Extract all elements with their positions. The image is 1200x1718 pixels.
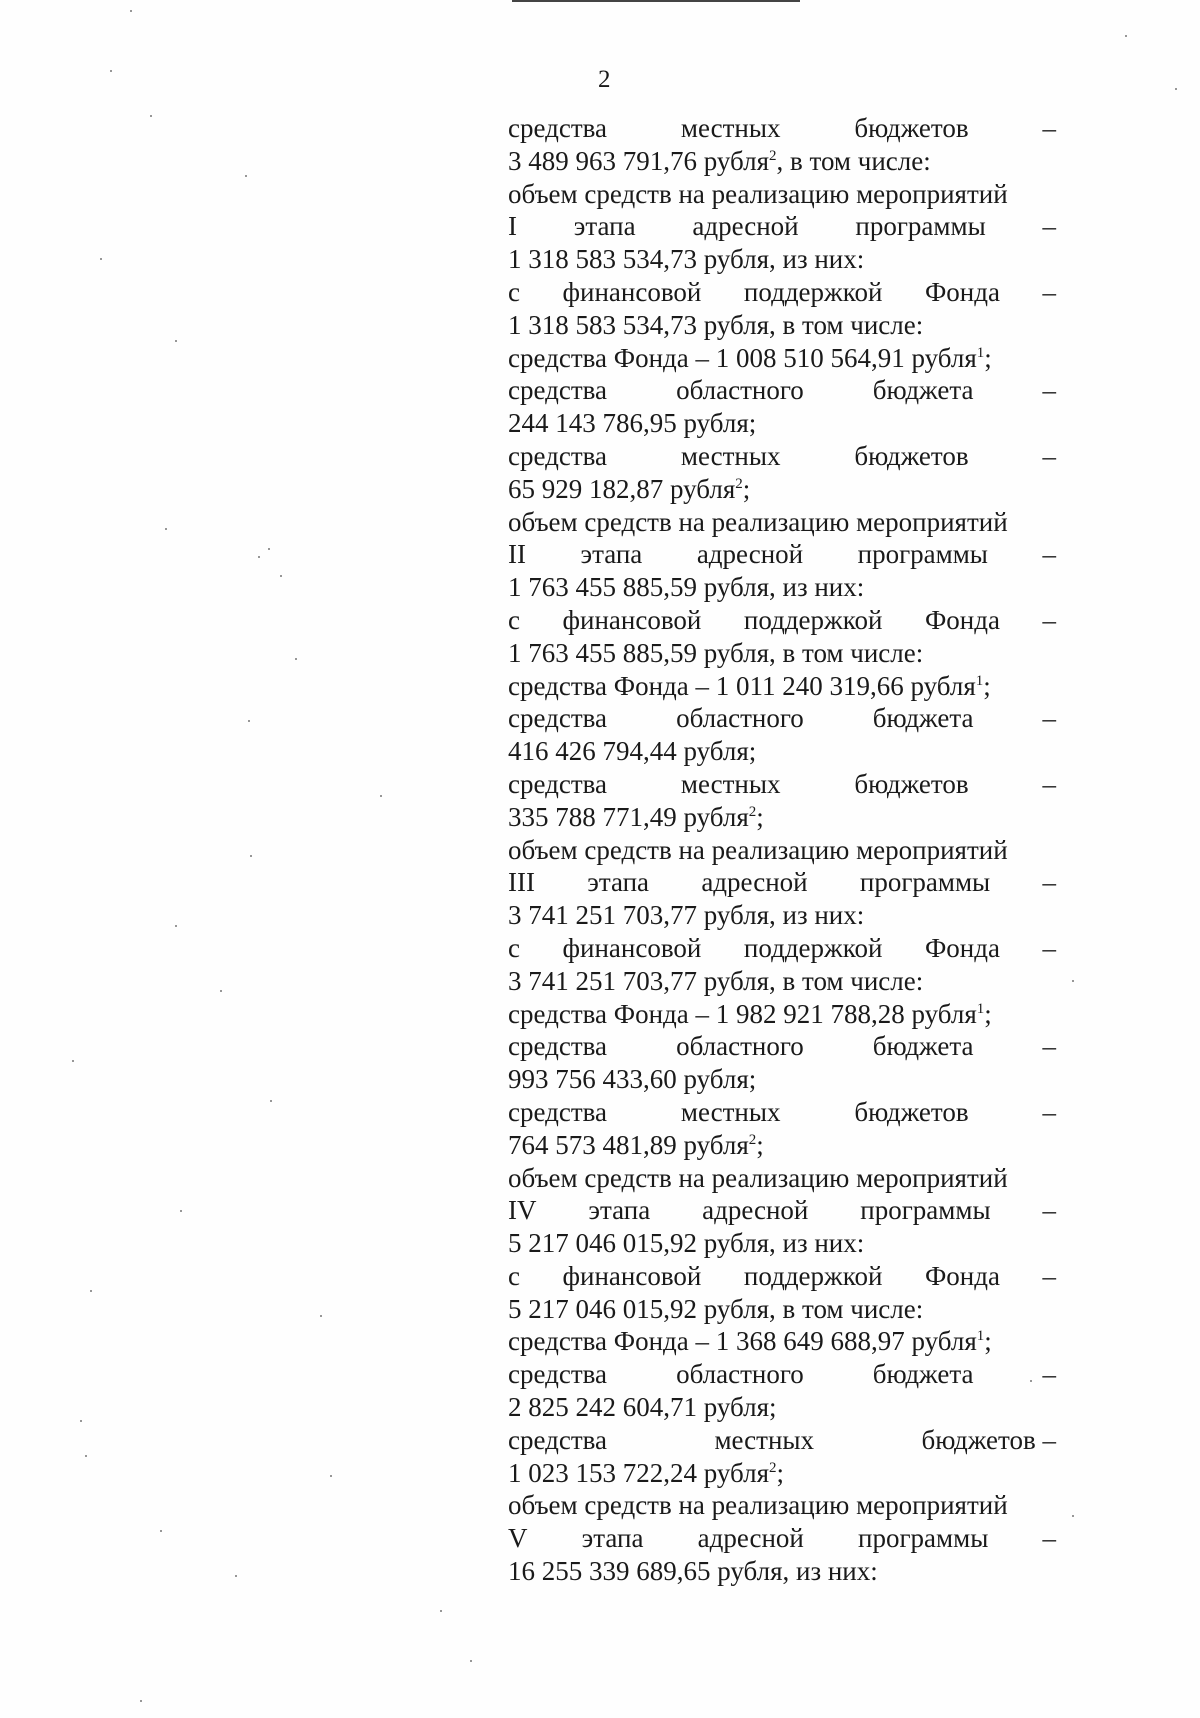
scan-speck — [180, 1210, 182, 1212]
word: областного — [676, 703, 804, 734]
text-line — [508, 1555, 1056, 1588]
line-text: 416 426 794,44 рубля; — [508, 736, 757, 767]
text-line — [508, 932, 1056, 965]
word: средства — [508, 1424, 608, 1455]
word: финансовой — [562, 932, 702, 963]
line-text-tail: ; — [776, 1457, 785, 1488]
word: этапа — [587, 867, 650, 898]
word: – — [1042, 1031, 1056, 1062]
text-line — [508, 1522, 1056, 1555]
footnote-marker: 2 — [748, 803, 757, 820]
word: средства — [508, 1031, 608, 1062]
line-text: 3 741 251 703,77 рубля, в том числе: — [508, 965, 924, 996]
text-line — [508, 1424, 1056, 1457]
text-line — [508, 374, 1056, 407]
line-text: средства Фонда – 1 982 921 788,28 рубля — [508, 998, 977, 1029]
line-text: 244 143 786,95 рубля; — [508, 408, 757, 439]
scan-speck — [130, 10, 132, 12]
scan-speck — [380, 795, 382, 797]
word: бюджетов — [854, 113, 969, 143]
line-text: объем средств на реализацию мероприятий — [508, 1162, 1008, 1193]
scan-speck — [295, 658, 297, 660]
scan-speck — [330, 1475, 332, 1477]
word: бюджета — [872, 703, 974, 734]
word: бюджетов – — [921, 1424, 1056, 1455]
scan-speck — [90, 1290, 92, 1292]
footnote-marker: 2 — [769, 147, 777, 164]
text-line — [508, 1194, 1056, 1227]
text-line — [508, 1129, 1056, 1162]
scan-speck — [1125, 35, 1127, 37]
scan-speck — [80, 1420, 82, 1422]
text-line — [508, 702, 1056, 735]
word: средства — [508, 703, 608, 734]
document-body — [508, 112, 1056, 1588]
line-text: объем средств на реализацию мероприятий — [508, 834, 1008, 865]
text-line — [508, 834, 1056, 867]
scan-speck — [85, 1455, 87, 1457]
scan-speck — [1072, 1515, 1074, 1517]
line-text: 1 318 583 534,73 рубля, в том числе: — [508, 309, 924, 340]
word: местных — [680, 440, 781, 471]
line-text: 1 763 455 885,59 рубля, в том числе: — [508, 637, 924, 668]
text-line — [508, 1260, 1056, 1293]
text-line — [508, 407, 1056, 440]
word: поддержкой — [743, 604, 883, 635]
scan-speck — [1072, 980, 1074, 982]
text-line — [508, 1030, 1056, 1063]
scan-speck — [470, 1660, 472, 1662]
text-line — [508, 538, 1056, 571]
word: I — [508, 211, 517, 242]
line-text-tail: ; — [984, 1326, 992, 1357]
scan-speck — [270, 1100, 272, 1102]
scan-speck — [320, 1315, 322, 1317]
word: – — [1042, 113, 1056, 143]
word: бюджета — [872, 1031, 974, 1062]
line-text: 2 825 242 604,71 рубля; — [508, 1392, 777, 1423]
text-line — [508, 243, 1056, 276]
scan-speck — [268, 548, 270, 550]
scan-speck — [72, 1060, 74, 1062]
word: бюджета — [872, 375, 974, 406]
line-text: объем средств на реализацию мероприятий — [508, 506, 1008, 537]
word: – — [1042, 539, 1056, 570]
word: с — [508, 1260, 520, 1291]
text-line — [508, 145, 1056, 178]
text-line — [508, 768, 1056, 801]
word: адресной — [697, 1523, 804, 1554]
word: этапа — [580, 539, 643, 570]
text-line — [508, 210, 1056, 243]
word: V — [508, 1523, 528, 1554]
word: Фонда — [924, 1260, 1000, 1291]
text-line — [508, 473, 1056, 506]
word: средства — [508, 1096, 608, 1127]
text-line — [508, 1162, 1056, 1195]
page-number: 2 — [598, 66, 611, 93]
line-text: 5 217 046 015,92 рубля, из них: — [508, 1228, 865, 1259]
line-text: 16 255 339 689,65 рубля, из них: — [508, 1556, 878, 1587]
word: программы — [859, 867, 991, 898]
word: финансовой — [562, 1260, 702, 1291]
text-line — [508, 735, 1056, 768]
line-text-tail: ; — [984, 342, 992, 373]
footnote-marker: 1 — [976, 1328, 985, 1345]
text-line — [508, 342, 1056, 375]
word: – — [1042, 1523, 1056, 1554]
text-line — [508, 1358, 1056, 1391]
word: этапа — [588, 1195, 651, 1226]
footnote-marker: 2 — [735, 475, 743, 492]
line-text: средства Фонда – 1 011 240 319,66 рубля — [508, 670, 976, 701]
word: программы — [855, 211, 986, 242]
text-line — [508, 801, 1056, 834]
scan-speck — [100, 258, 102, 260]
word: программы — [857, 539, 988, 570]
top-rule — [512, 0, 800, 2]
text-line — [508, 506, 1056, 539]
line-text-tail: , в том числе: — [776, 145, 931, 176]
line-text: 1 023 153 722,24 рубля — [508, 1457, 769, 1488]
line-text: 764 573 481,89 рубля — [508, 1129, 749, 1160]
scan-speck — [1030, 1380, 1032, 1382]
text-line — [508, 1391, 1056, 1424]
text-line — [508, 1227, 1056, 1260]
text-line — [508, 571, 1056, 604]
word: областного — [676, 1031, 804, 1062]
word: средства — [508, 440, 608, 471]
scan-speck — [160, 1530, 162, 1532]
scan-speck — [280, 575, 282, 577]
line-text: 993 756 433,60 рубля; — [508, 1064, 757, 1095]
word: адресной — [692, 211, 799, 242]
line-text-tail: ; — [756, 1129, 764, 1160]
word: программы — [858, 1523, 989, 1554]
line-text: средства Фонда – 1 008 510 564,91 рубля — [508, 342, 977, 373]
text-line — [508, 440, 1056, 473]
word: адресной — [702, 1195, 809, 1226]
word: – — [1042, 1260, 1056, 1291]
word: средства — [508, 113, 608, 143]
word: IV — [508, 1195, 537, 1226]
word: бюджетов — [854, 1096, 969, 1127]
word: – — [1042, 932, 1056, 963]
word: средства — [508, 375, 608, 406]
text-line — [508, 637, 1056, 670]
word: областного — [676, 375, 804, 406]
scan-speck — [1175, 88, 1177, 90]
text-line — [508, 899, 1056, 932]
text-line — [508, 309, 1056, 342]
word: – — [1042, 1096, 1056, 1127]
word: адресной — [701, 867, 808, 898]
footnote-marker: 1 — [975, 672, 984, 689]
word: поддержкой — [743, 276, 883, 307]
footnote-marker: 1 — [976, 344, 985, 361]
scan-speck — [165, 528, 167, 530]
text-line — [508, 604, 1056, 637]
text-line — [508, 670, 1056, 703]
word: Фонда — [924, 932, 1000, 963]
line-text-tail: ; — [983, 670, 991, 701]
word: Фонда — [924, 276, 1000, 307]
word: – — [1042, 1195, 1056, 1226]
line-text: 1 318 583 534,73 рубля, из них: — [508, 244, 865, 275]
text-line — [508, 1325, 1056, 1358]
line-text-tail: ; — [742, 473, 751, 504]
word: Фонда — [924, 604, 1000, 635]
scan-speck — [440, 1610, 442, 1612]
text-line — [508, 1293, 1056, 1326]
scan-speck — [248, 720, 250, 722]
word: адресной — [696, 539, 804, 570]
word: бюджетов — [854, 440, 969, 471]
line-text-tail: ; — [756, 801, 764, 832]
footnote-marker: 2 — [769, 1459, 777, 1476]
word: поддержкой — [743, 1260, 883, 1291]
scan-speck — [245, 175, 247, 177]
line-text: объем средств на реализацию мероприятий — [508, 178, 1008, 209]
word: местных — [680, 768, 781, 799]
word: – — [1042, 211, 1056, 242]
line-text: 3 741 251 703,77 рубля, из них: — [508, 900, 865, 931]
scan-speck — [250, 855, 252, 857]
word: местных — [680, 1096, 781, 1127]
text-line — [508, 866, 1056, 899]
text-line — [508, 1063, 1056, 1096]
word: III — [508, 867, 535, 898]
text-line — [508, 965, 1056, 998]
line-text: 1 763 455 885,59 рубля, из них: — [508, 572, 865, 603]
scan-speck — [150, 115, 152, 117]
scan-speck — [175, 340, 177, 342]
line-text: объем средств на реализацию мероприятий — [508, 1490, 1008, 1521]
word: этапа — [581, 1523, 644, 1554]
line-text: 65 929 182,87 рубля — [508, 473, 736, 504]
line-text: 335 788 771,49 рубля — [508, 801, 749, 832]
text-line — [508, 1096, 1056, 1129]
text-line — [508, 112, 1056, 145]
word: бюджета — [872, 1359, 974, 1390]
word: финансовой — [562, 604, 702, 635]
word: – — [1042, 867, 1056, 898]
text-line — [508, 1489, 1056, 1522]
line-text: 5 217 046 015,92 рубля, в том числе: — [508, 1293, 924, 1324]
line-text: средства Фонда – 1 368 649 688,97 рубля — [508, 1326, 977, 1357]
word: – — [1042, 1359, 1056, 1390]
word: финансовой — [562, 276, 702, 307]
word: с — [508, 276, 520, 307]
word: местных — [714, 1424, 815, 1455]
word: поддержкой — [743, 932, 883, 963]
word: – — [1042, 604, 1056, 635]
word: бюджетов — [854, 768, 969, 799]
scan-speck — [140, 1700, 142, 1702]
footnote-marker: 1 — [976, 1000, 985, 1017]
scan-speck — [175, 925, 177, 927]
word: средства — [508, 768, 608, 799]
word: – — [1042, 703, 1056, 734]
word: – — [1042, 276, 1056, 307]
text-line — [508, 178, 1056, 211]
word: программы — [860, 1195, 991, 1226]
footnote-marker: 2 — [748, 1131, 757, 1148]
word: местных — [680, 113, 781, 143]
word: средства — [508, 1359, 608, 1390]
text-line — [508, 276, 1056, 309]
scan-speck — [235, 1575, 237, 1577]
scan-speck — [110, 70, 112, 72]
word: – — [1042, 768, 1056, 799]
word: – — [1042, 375, 1056, 406]
word: – — [1042, 440, 1056, 471]
word: областного — [676, 1359, 804, 1390]
word: с — [508, 932, 520, 963]
word: с — [508, 604, 520, 635]
text-line — [508, 998, 1056, 1031]
scan-speck — [258, 556, 260, 558]
word: этапа — [573, 211, 636, 242]
text-line — [508, 1457, 1056, 1490]
line-text: 3 489 963 791,76 рубля — [508, 145, 769, 176]
word: II — [508, 539, 526, 570]
line-text-tail: ; — [984, 998, 992, 1029]
scan-speck — [220, 990, 222, 992]
